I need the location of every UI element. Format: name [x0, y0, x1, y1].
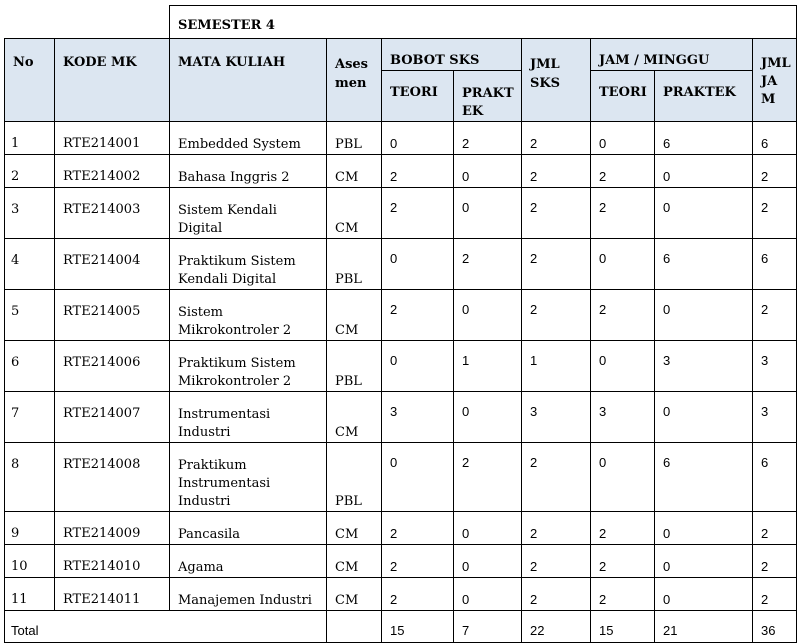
- row-jml-sks: 1: [522, 341, 591, 392]
- row-mata-kuliah: [170, 392, 327, 443]
- row-kode: RTE214008: [55, 443, 170, 512]
- table-row: [5, 155, 797, 188]
- table-row: [5, 545, 797, 578]
- row-mata-kuliah: [170, 545, 327, 578]
- row-jml-sks: 2: [522, 578, 591, 611]
- row-asesmen: CM: [327, 392, 382, 443]
- row-no: 7: [5, 392, 55, 443]
- row-jam-teori: 2: [591, 290, 655, 341]
- mata-kuliah-line: Sistem Kendali: [178, 203, 277, 218]
- row-asesmen: CM: [327, 578, 382, 611]
- row-jml-sks: 2: [522, 545, 591, 578]
- row-praktek: 2: [454, 122, 522, 155]
- row-jam-praktek: 0: [655, 392, 753, 443]
- table-row: [5, 188, 797, 239]
- row-jml-sks: 2: [522, 239, 591, 290]
- row-jam-praktek: 6: [655, 239, 753, 290]
- row-jml-jam: 2: [753, 188, 797, 239]
- row-praktek: 0: [454, 545, 522, 578]
- row-asesmen: CM: [327, 155, 382, 188]
- row-praktek: 0: [454, 188, 522, 239]
- row-jam-teori: 0: [591, 443, 655, 512]
- row-jml-sks: 2: [522, 122, 591, 155]
- row-jml-jam: 2: [753, 578, 797, 611]
- total-jam-teori: 15: [591, 611, 655, 643]
- mata-kuliah-line: Kendali Digital: [178, 272, 277, 287]
- row-no: 5: [5, 290, 55, 341]
- row-jml-jam: 6: [753, 443, 797, 512]
- row-mata-kuliah: [170, 341, 327, 392]
- mata-kuliah-line: Digital: [178, 221, 223, 236]
- row-mata-kuliah: [170, 578, 327, 611]
- row-teori: 3: [382, 392, 454, 443]
- row-jam-teori: 2: [591, 512, 655, 545]
- row-praktek: 1: [454, 341, 522, 392]
- row-mata-kuliah: [170, 122, 327, 155]
- row-asesmen: CM: [327, 545, 382, 578]
- row-jam-teori: 2: [591, 578, 655, 611]
- mata-kuliah-line: Praktikum: [178, 458, 247, 473]
- table-row: [5, 578, 797, 611]
- row-praktek: 0: [454, 512, 522, 545]
- row-teori: 2: [382, 578, 454, 611]
- mata-kuliah-line: Praktikum Sistem: [178, 254, 296, 269]
- row-teori: 2: [382, 188, 454, 239]
- header-asesmen: Ases men: [327, 39, 382, 122]
- row-asesmen: PBL: [327, 122, 382, 155]
- row-kode: RTE214007: [55, 392, 170, 443]
- mata-kuliah-line: Sistem: [178, 305, 223, 320]
- row-mata-kuliah: [170, 290, 327, 341]
- row-praktek: 2: [454, 443, 522, 512]
- row-kode: RTE214010: [55, 545, 170, 578]
- row-teori: 2: [382, 155, 454, 188]
- row-kode: RTE214009: [55, 512, 170, 545]
- row-jml-jam: 6: [753, 239, 797, 290]
- row-jam-teori: 3: [591, 392, 655, 443]
- row-jml-jam: 3: [753, 341, 797, 392]
- row-teori: 2: [382, 545, 454, 578]
- row-asesmen: PBL: [327, 341, 382, 392]
- row-asesmen: PBL: [327, 239, 382, 290]
- row-praktek: 0: [454, 290, 522, 341]
- row-asesmen: PBL: [327, 443, 382, 512]
- row-jam-teori: 0: [591, 341, 655, 392]
- row-jam-praktek: 6: [655, 443, 753, 512]
- row-no: 8: [5, 443, 55, 512]
- mata-kuliah-line: Instrumentasi: [178, 476, 271, 491]
- row-jml-jam: 6: [753, 122, 797, 155]
- mata-kuliah-line: Mikrokontroler 2: [178, 374, 292, 389]
- row-jml-sks: 2: [522, 443, 591, 512]
- header-teori: TEORI: [382, 71, 454, 122]
- row-kode: RTE214011: [55, 578, 170, 611]
- mata-kuliah-line: Industri: [178, 425, 231, 440]
- mata-kuliah-line: Agama: [178, 560, 224, 575]
- total-label: Total: [5, 611, 327, 643]
- header-praktek: PRAKT EK: [454, 71, 522, 122]
- row-asesmen: CM: [327, 290, 382, 341]
- mata-kuliah-line: Industri: [178, 494, 231, 509]
- row-teori: 0: [382, 239, 454, 290]
- row-kode: RTE214004: [55, 239, 170, 290]
- row-teori: 0: [382, 122, 454, 155]
- total-asesmen: [327, 611, 382, 643]
- empty-corner-cell: [5, 6, 170, 39]
- total-teori: 15: [382, 611, 454, 643]
- row-jml-sks: 2: [522, 155, 591, 188]
- row-jam-praktek: 3: [655, 341, 753, 392]
- header-bobot-sks: BOBOT SKS: [382, 39, 522, 71]
- row-jam-teori: 0: [591, 122, 655, 155]
- row-jam-praktek: 0: [655, 188, 753, 239]
- row-teori: 0: [382, 443, 454, 512]
- row-no: 2: [5, 155, 55, 188]
- row-jam-praktek: 0: [655, 545, 753, 578]
- row-jam-teori: 2: [591, 188, 655, 239]
- row-teori: 0: [382, 341, 454, 392]
- row-no: 4: [5, 239, 55, 290]
- total-row: [5, 611, 797, 643]
- row-kode: RTE214005: [55, 290, 170, 341]
- row-praktek: 0: [454, 155, 522, 188]
- mata-kuliah-line: Bahasa Inggris 2: [178, 170, 290, 185]
- row-teori: 2: [382, 512, 454, 545]
- table-row: [5, 290, 797, 341]
- header-kode-mk: KODE MK: [55, 39, 170, 122]
- row-jam-praktek: 0: [655, 290, 753, 341]
- mata-kuliah-line: Manajemen Industri: [178, 593, 312, 608]
- table-row: [5, 341, 797, 392]
- row-mata-kuliah: [170, 155, 327, 188]
- row-mata-kuliah: [170, 188, 327, 239]
- header-jam-teori: TEORI: [591, 71, 655, 122]
- row-teori: 2: [382, 290, 454, 341]
- row-praktek: 0: [454, 392, 522, 443]
- row-praktek: 0: [454, 578, 522, 611]
- row-praktek: 2: [454, 239, 522, 290]
- row-jml-sks: 2: [522, 188, 591, 239]
- row-kode: RTE214006: [55, 341, 170, 392]
- course-rows: [5, 122, 797, 611]
- curriculum-table: [4, 5, 797, 643]
- total-jml-jam: 36: [753, 611, 797, 643]
- row-no: 10: [5, 545, 55, 578]
- table-row: [5, 122, 797, 155]
- row-jam-teori: 2: [591, 155, 655, 188]
- row-jam-praktek: 0: [655, 155, 753, 188]
- header-jam-minggu: JAM / MINGGU: [591, 39, 753, 71]
- row-jml-jam: 2: [753, 512, 797, 545]
- table-row: [5, 239, 797, 290]
- row-asesmen: CM: [327, 188, 382, 239]
- header-no: No: [5, 39, 55, 122]
- row-asesmen: CM: [327, 512, 382, 545]
- mata-kuliah-line: Praktikum Sistem: [178, 356, 296, 371]
- row-no: 1: [5, 122, 55, 155]
- row-no: 6: [5, 341, 55, 392]
- row-jam-teori: 2: [591, 545, 655, 578]
- row-kode: RTE214001: [55, 122, 170, 155]
- row-jml-sks: 2: [522, 512, 591, 545]
- row-no: 3: [5, 188, 55, 239]
- row-no: 9: [5, 512, 55, 545]
- mata-kuliah-line: Embedded System: [178, 137, 301, 152]
- semester-title: SEMESTER 4: [170, 6, 797, 39]
- row-jam-praktek: 6: [655, 122, 753, 155]
- row-kode: RTE214003: [55, 188, 170, 239]
- mata-kuliah-line: Instrumentasi: [178, 407, 271, 422]
- row-mata-kuliah: [170, 512, 327, 545]
- table-row: [5, 512, 797, 545]
- total-jml-sks: 22: [522, 611, 591, 643]
- row-jam-teori: 0: [591, 239, 655, 290]
- table-row: [5, 392, 797, 443]
- header-jml-jam: JML JA M: [753, 39, 797, 122]
- header-jam-praktek: PRAKTEK: [655, 71, 753, 122]
- row-no: 11: [5, 578, 55, 611]
- row-mata-kuliah: [170, 443, 327, 512]
- row-jam-praktek: 0: [655, 512, 753, 545]
- header-jml-sks: JML SKS: [522, 39, 591, 122]
- row-jam-praktek: 0: [655, 578, 753, 611]
- row-kode: RTE214002: [55, 155, 170, 188]
- row-jml-jam: 2: [753, 155, 797, 188]
- row-jml-jam: 2: [753, 290, 797, 341]
- row-jml-sks: 3: [522, 392, 591, 443]
- mata-kuliah-line: Pancasila: [178, 527, 241, 542]
- row-jml-jam: 3: [753, 392, 797, 443]
- total-jam-praktek: 21: [655, 611, 753, 643]
- row-jml-jam: 2: [753, 545, 797, 578]
- total-praktek: 7: [454, 611, 522, 643]
- mata-kuliah-line: Mikrokontroler 2: [178, 323, 292, 338]
- header-mata-kuliah: MATA KULIAH: [170, 39, 327, 122]
- row-mata-kuliah: [170, 239, 327, 290]
- table-row: [5, 443, 797, 512]
- row-jml-sks: 2: [522, 290, 591, 341]
